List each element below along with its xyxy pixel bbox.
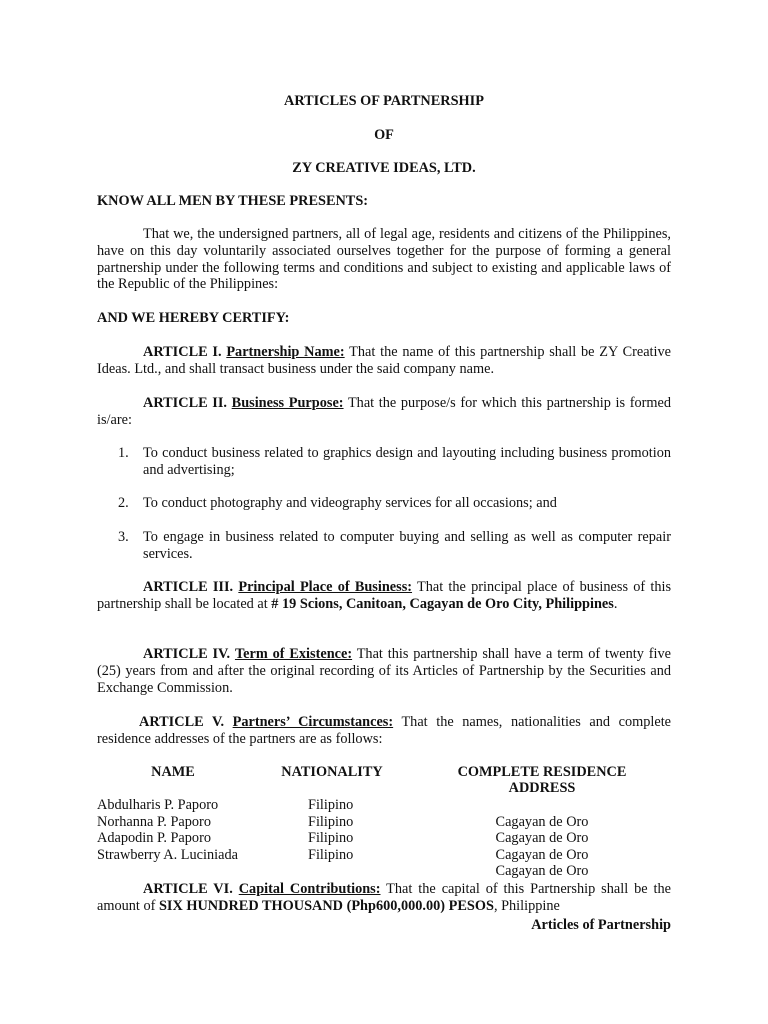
- article-5: [97, 714, 671, 748]
- certify-heading: AND WE HEREBY CERTIFY:: [97, 310, 290, 326]
- article-3: [97, 579, 671, 613]
- article-4-body: That this partnership shall have a term of twenty five (25) years from and after the original recording of its Articles of Partnership by the Securities and Exchange Commission.: [97, 646, 671, 696]
- intro-paragraph: That we, the undersigned partners, all of legal age, residents and citizens of the Philippines, have on this day voluntarily associated ourselves together for the purpose of forming a general partnership under the following terms and conditions and subject to existing and applicable laws of the Republic of the Philippines:: [97, 226, 671, 293]
- list-number: 3.: [118, 529, 129, 545]
- article-6: [97, 881, 671, 915]
- column-header-name: NAME: [151, 764, 195, 780]
- article-6-body: That the capital of this Partnership shall be the amount of: [97, 881, 672, 914]
- article-1-heading: Partnership Name:: [226, 344, 345, 360]
- list-text: To engage in business related to computer buying and selling as well as computer repair services.: [143, 529, 671, 562]
- article-4-label: ARTICLE IV.: [143, 646, 231, 662]
- article-6-tail: , Philippine: [493, 897, 560, 914]
- table-cell-address: Cagayan de Oro: [495, 847, 589, 863]
- article-3-end: .: [613, 595, 618, 612]
- article-5-body: That the names, nationalities and complete residence addresses of the partners are as follows:: [97, 714, 672, 747]
- article-4: [97, 646, 671, 696]
- article-1-label: ARTICLE I.: [143, 344, 222, 360]
- list-text: To conduct photography and videography services for all occasions; and: [143, 495, 557, 511]
- article-1: [97, 344, 671, 378]
- table-cell-name: Adapodin P. Paporo: [97, 830, 211, 846]
- list-number: 2.: [118, 495, 129, 511]
- capital-amount: SIX HUNDRED THOUSAND (Php600,000.00) PESOS: [158, 897, 494, 914]
- article-3-label: ARTICLE III.: [143, 579, 234, 595]
- table-cell-name: Norhanna P. Paporo: [97, 814, 211, 830]
- know-all-heading: KNOW ALL MEN BY THESE PRESENTS:: [97, 193, 369, 209]
- column-header-address-line2: ADDRESS: [508, 780, 576, 796]
- article-2: [97, 395, 671, 429]
- column-header-nationality: NATIONALITY: [281, 764, 383, 780]
- table-cell-address: Cagayan de Oro: [495, 830, 589, 846]
- article-3-body: That the principal place of business of this partnership shall be located at: [97, 579, 672, 612]
- article-5-label: ARTICLE V.: [139, 714, 225, 730]
- list-number: 1.: [118, 445, 129, 461]
- table-cell-name: Strawberry A. Luciniada: [97, 847, 238, 863]
- business-address: # 19 Scions, Canitoan, Cagayan de Oro City, Philippines: [271, 595, 614, 612]
- table-cell-address: Cagayan de Oro: [495, 863, 589, 879]
- table-cell-nationality: Filipino: [308, 847, 354, 863]
- article-6-label: ARTICLE VI.: [143, 881, 233, 897]
- list-text: To conduct business related to graphics design and layouting including business promotion and advertising;: [143, 445, 671, 478]
- table-cell-nationality: Filipino: [308, 797, 354, 813]
- article-2-body: That the purpose/s for which this partnership is formed is/are:: [97, 395, 671, 428]
- table-cell-nationality: Filipino: [308, 814, 354, 830]
- column-header-address: COMPLETE RESIDENCE: [457, 764, 627, 780]
- article-6-heading: Capital Contributions:: [238, 881, 381, 897]
- table-cell-name: Abdulharis P. Paporo: [97, 797, 219, 813]
- article-4-heading: Term of Existence:: [234, 646, 353, 662]
- article-3-heading: Principal Place of Business:: [238, 579, 413, 595]
- article-1-body: That the name of this partnership shall be ZY Creative Ideas. Ltd., and shall transact business under the said company name.: [97, 344, 671, 377]
- article-2-heading: Business Purpose:: [231, 395, 344, 411]
- table-cell-address: Cagayan de Oro: [495, 814, 589, 830]
- title-of: OF: [374, 127, 394, 143]
- document-title: ARTICLES OF PARTNERSHIP: [284, 93, 484, 109]
- table-cell-nationality: Filipino: [308, 830, 354, 846]
- page-footer: Articles of Partnership: [531, 917, 671, 933]
- article-5-heading: Partners’ Circumstances:: [232, 714, 394, 730]
- company-name-title: ZY CREATIVE IDEAS, LTD.: [292, 160, 476, 176]
- article-2-label: ARTICLE II.: [143, 395, 227, 411]
